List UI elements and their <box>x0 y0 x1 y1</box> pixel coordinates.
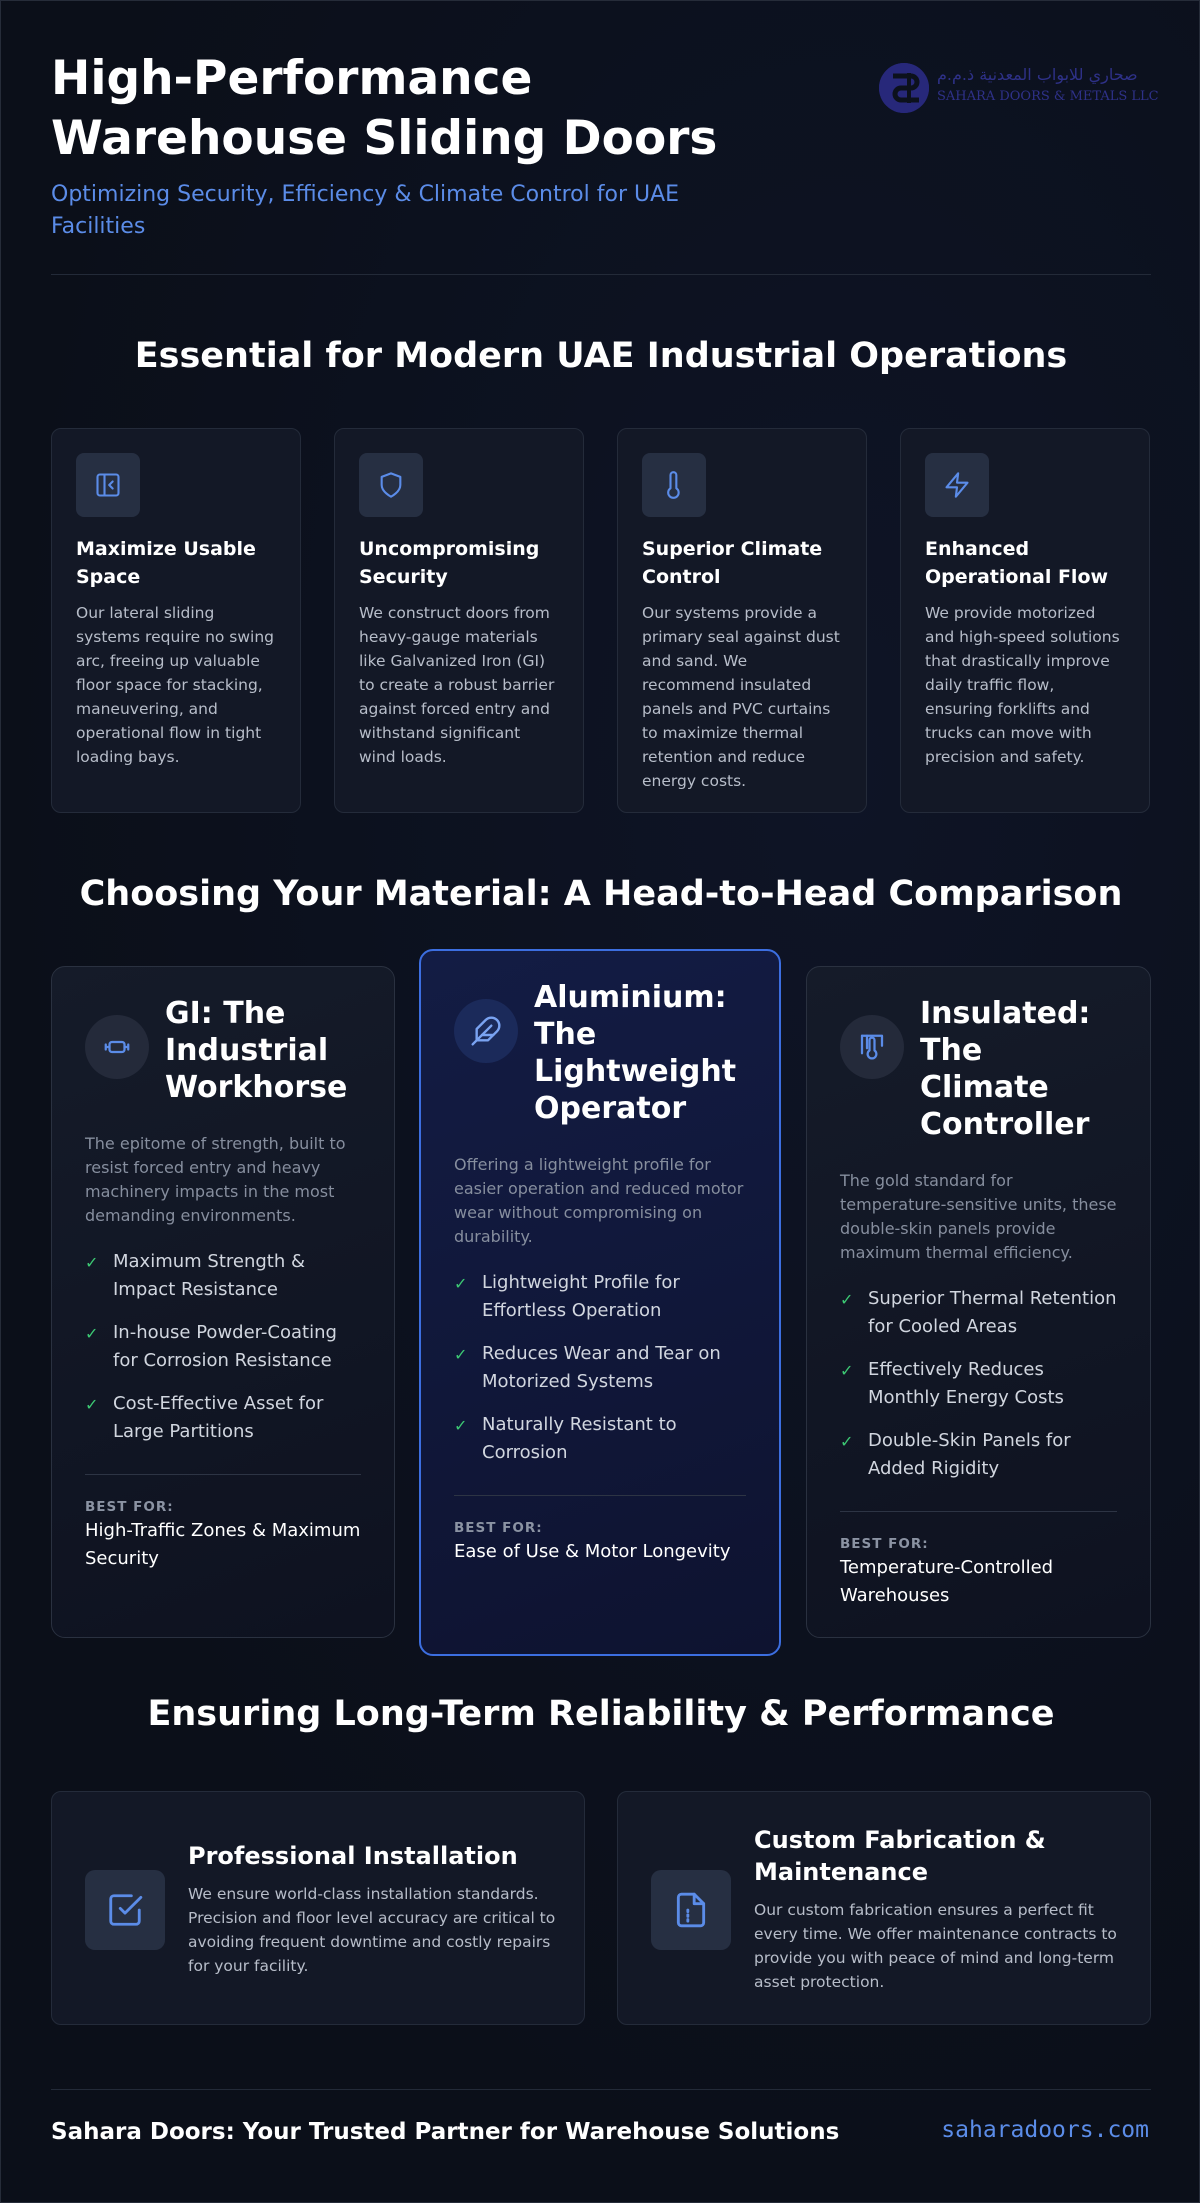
reliability-card-fabrication <box>617 1791 1151 2025</box>
chip-icon <box>85 1015 149 1079</box>
checkbox-icon <box>85 1870 165 1950</box>
material-card-insulated <box>806 966 1151 1638</box>
feature-description: Our systems provide a primary seal against dust and sand. We recommend insulated panels and PVC curtains to maximize thermal retention and reduce energy costs. <box>642 604 840 790</box>
list-item <box>454 1340 746 1396</box>
list-item <box>840 1356 1117 1412</box>
card-divider <box>840 1511 1117 1512</box>
reliability-title: Professional Installation <box>188 1842 518 1870</box>
feature-text: Lightweight Profile for Effortless Operation <box>482 1272 680 1321</box>
feature-text: In-house Powder-Coating for Corrosion Resistance <box>113 1322 337 1371</box>
material-card-aluminium <box>419 949 781 1656</box>
reliability-card-installation <box>51 1791 585 2025</box>
lightning-icon <box>925 453 989 517</box>
checkmark-icon: ✓ <box>85 1253 99 1272</box>
page-title: High-Performance Warehouse Sliding Doors <box>51 51 718 166</box>
material-description: The epitome of strength, built to resist forced entry and heavy machinery impacts in the most demanding environments. <box>85 1134 346 1225</box>
header-divider <box>51 274 1151 275</box>
feature-card-flow <box>900 428 1150 813</box>
feature-card-security <box>334 428 584 813</box>
logo-english-text: SAHARA DOORS & METALS LLC <box>937 89 1159 104</box>
material-description: Offering a lightweight profile for easier operation and reduced motor wear without compromising on durability. <box>454 1155 744 1246</box>
feature-description: We construct doors from heavy-gauge materials like Galvanized Iron (GI) to create a robust barrier against forced entry and withstand significant wind loads. <box>359 604 555 766</box>
header <box>51 49 1159 274</box>
list-item <box>840 1427 1117 1483</box>
section-title-essentials: Essential for Modern UAE Industrial Operations <box>134 336 1068 376</box>
checkmark-icon: ✓ <box>840 1432 854 1451</box>
checkmark-icon: ✓ <box>454 1345 468 1364</box>
footer-tagline: Sahara Doors: Your Trusted Partner for Warehouse Solutions <box>51 2119 840 2145</box>
feature-text: Effectively Reduces Monthly Energy Costs <box>868 1359 1064 1408</box>
list-item <box>840 1285 1117 1341</box>
reliability-description: Our custom fabrication ensures a perfect fit every time. We offer maintenance contracts to provide you with peace of mind and long-term asset protection. <box>754 1901 1117 1991</box>
feature-title: Maximize Usable Space <box>76 538 256 588</box>
shield-icon <box>359 453 423 517</box>
list-item <box>454 1269 746 1325</box>
best-for-value: High-Traffic Zones & Maximum Security <box>85 1520 361 1569</box>
list-item <box>85 1390 361 1446</box>
reliability-description: We ensure world-class installation standards. Precision and floor level accuracy are critical to avoiding frequent downtime and costly repairs for your facility. <box>188 1885 556 1975</box>
checkmark-icon: ✓ <box>454 1416 468 1435</box>
card-divider <box>85 1474 361 1475</box>
material-card-gi <box>51 966 395 1638</box>
feature-text: Naturally Resistant to Corrosion <box>482 1414 677 1463</box>
material-feature-list <box>454 1269 746 1467</box>
feature-card-climate <box>617 428 867 813</box>
list-item <box>85 1319 361 1375</box>
sliding-panel-icon <box>76 453 140 517</box>
section-title-comparison: Choosing Your Material: A Head-to-Head Comparison <box>79 874 1123 914</box>
feature-title: Uncompromising Security <box>359 538 540 588</box>
feature-text: Reduces Wear and Tear on Motorized Systems <box>482 1343 721 1392</box>
list-item <box>454 1411 746 1467</box>
feature-description: We provide motorized and high-speed solutions that drastically improve daily traffic flow, ensuring forklifts and trucks can move with precision and safety. <box>925 604 1120 766</box>
feather-icon <box>454 999 518 1063</box>
best-for-value: Temperature-Controlled Warehouses <box>840 1557 1054 1606</box>
document-icon <box>651 1870 731 1950</box>
company-logo <box>879 63 1159 119</box>
best-for-value: Ease of Use & Motor Longevity <box>454 1541 731 1562</box>
material-description: The gold standard for temperature-sensitive units, these double-skin panels provide maximum thermal efficiency. <box>840 1171 1117 1262</box>
material-feature-list <box>85 1248 361 1446</box>
thermo-panel-icon <box>840 1015 904 1079</box>
feature-description: Our lateral sliding systems require no swing arc, freeing up valuable floor space for stacking, maneuvering, and operational flow in tight loading bays. <box>76 604 275 766</box>
thermometer-icon <box>642 453 706 517</box>
list-item <box>85 1248 361 1304</box>
footer-divider <box>51 2089 1151 2090</box>
checkmark-icon: ✓ <box>454 1274 468 1293</box>
material-title: Insulated: The Climate Controller <box>920 996 1091 1142</box>
checkmark-icon: ✓ <box>85 1395 99 1414</box>
material-title: Aluminium: The Lightweight Operator <box>534 980 737 1126</box>
logo-mark-icon <box>879 63 929 113</box>
feature-text: Double-Skin Panels for Added Rigidity <box>868 1430 1071 1479</box>
checkmark-icon: ✓ <box>840 1361 854 1380</box>
feature-title: Superior Climate Control <box>642 538 823 588</box>
feature-text: Superior Thermal Retention for Cooled Areas <box>868 1288 1117 1337</box>
checkmark-icon: ✓ <box>85 1324 99 1343</box>
logo-arabic-text: صحاري للابواب المعدنية ذ.م.م <box>937 65 1138 84</box>
best-for-label: BEST FOR: <box>840 1536 929 1552</box>
feature-text: Maximum Strength & Impact Resistance <box>113 1251 306 1300</box>
reliability-title: Custom Fabrication & Maintenance <box>754 1826 1046 1886</box>
feature-card-space <box>51 428 301 813</box>
best-for-label: BEST FOR: <box>85 1499 174 1515</box>
material-feature-list <box>840 1285 1117 1483</box>
card-divider <box>454 1495 746 1496</box>
website-link[interactable]: saharadoors.com <box>941 2117 1149 2143</box>
section-title-reliability: Ensuring Long-Term Reliability & Performance <box>147 1694 1055 1734</box>
material-title: GI: The Industrial Workhorse <box>165 996 348 1105</box>
page-subtitle: Optimizing Security, Efficiency & Climate Control for UAE Facilities <box>51 182 680 239</box>
best-for-label: BEST FOR: <box>454 1520 543 1536</box>
feature-title: Enhanced Operational Flow <box>925 538 1109 588</box>
checkmark-icon: ✓ <box>840 1290 854 1309</box>
feature-text: Cost-Effective Asset for Large Partitions <box>113 1393 324 1442</box>
